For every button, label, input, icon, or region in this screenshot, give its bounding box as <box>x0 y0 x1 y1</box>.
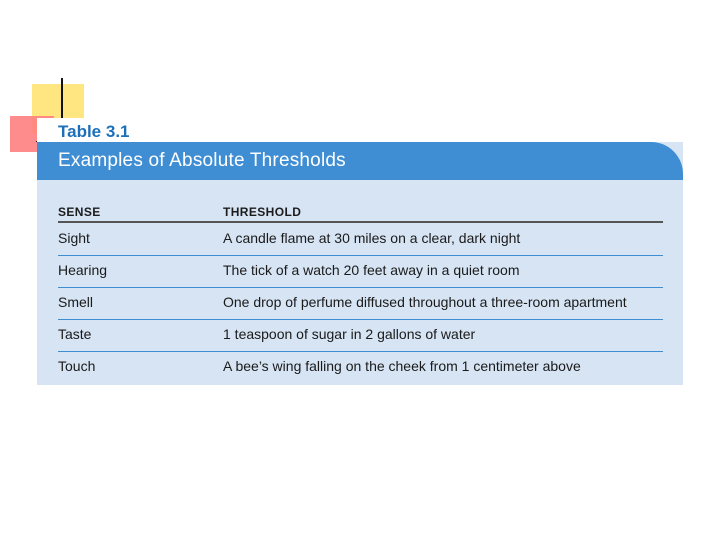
cell-sense: Sight <box>58 230 90 246</box>
column-header-sense: SENSE <box>58 205 101 219</box>
cell-sense: Hearing <box>58 262 108 278</box>
table-row-hearing <box>58 255 663 288</box>
table-row-touch <box>58 351 663 383</box>
cell-sense: Taste <box>58 326 92 342</box>
table-row-taste <box>58 319 663 352</box>
table-number-label: Table 3.1 <box>58 122 130 141</box>
cell-threshold: A candle flame at 30 miles on a clear, dark night <box>223 230 521 246</box>
table-label-band <box>37 118 683 142</box>
cell-sense: Touch <box>58 358 96 374</box>
cell-sense: Smell <box>58 294 94 310</box>
column-header-threshold: THRESHOLD <box>223 205 302 219</box>
table-row-sight <box>58 223 663 256</box>
table-row-smell <box>58 287 663 320</box>
table-title-bar <box>37 142 683 180</box>
cell-threshold: One drop of perfume diffused throughout a three-room apartment <box>223 294 627 310</box>
cell-threshold: The tick of a watch 20 feet away in a quiet room <box>223 262 520 278</box>
table-title: Examples of Absolute Thresholds <box>58 150 346 171</box>
cell-threshold: A bee’s wing falling on the cheek from 1 centimeter above <box>223 358 581 374</box>
cell-threshold: 1 teaspoon of sugar in 2 gallons of water <box>223 326 476 342</box>
thresholds-table <box>37 118 683 385</box>
